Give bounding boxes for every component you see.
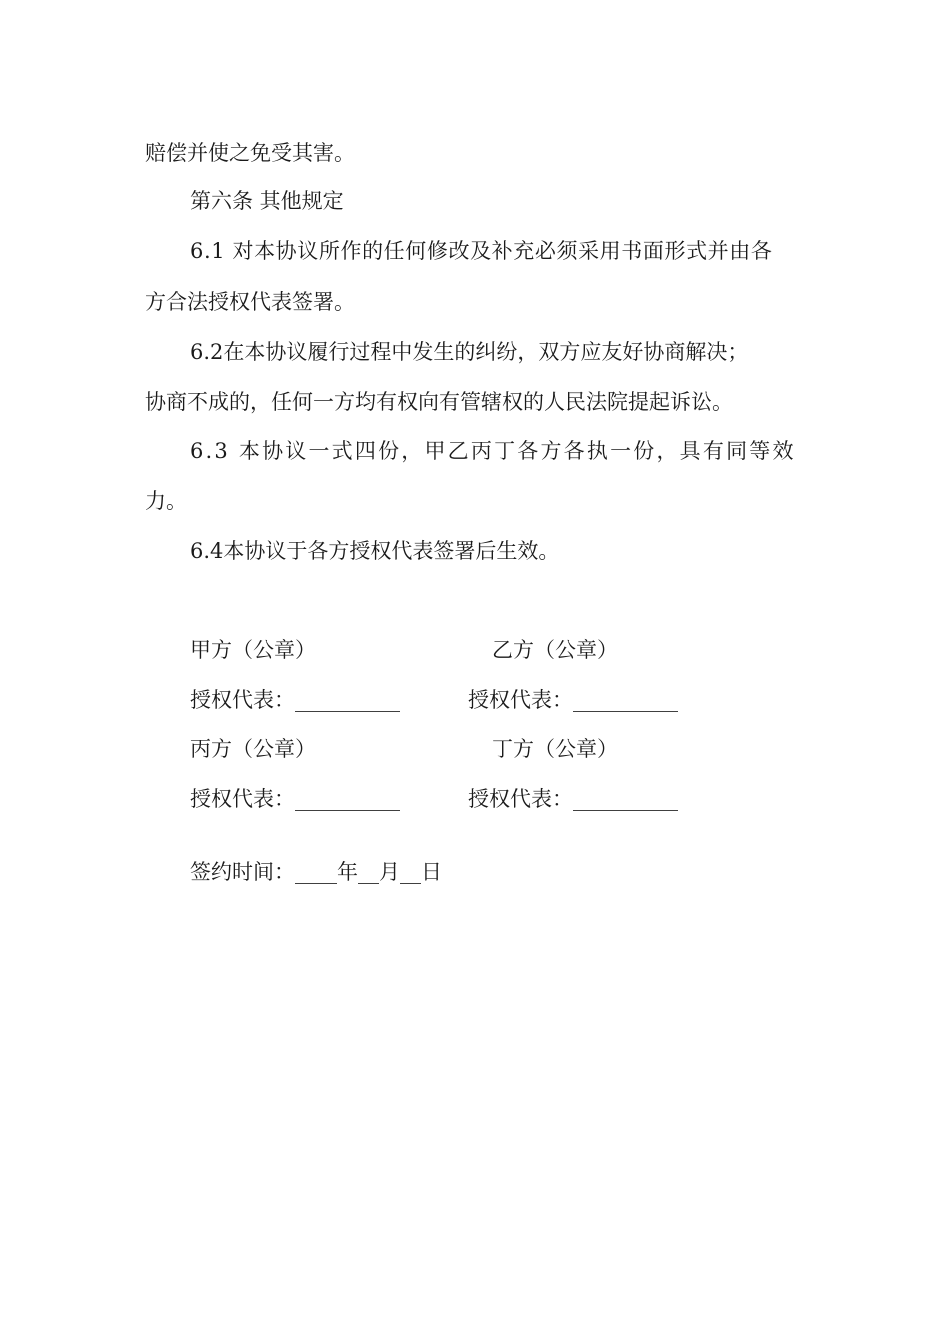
party-d-seal: 丁方（公章） <box>492 737 618 761</box>
article-heading: 第六条 其他规定 <box>190 189 344 213</box>
clause-6-1-line-2: 方合法授权代表签署。 <box>145 290 355 314</box>
party-c-representative: 授权代表：__________ <box>190 787 400 811</box>
clause-6-4: 6.4本协议于各方授权代表签署后生效。 <box>190 539 560 563</box>
clause-6-2-line-2: 协商不成的，任何一方均有权向有管辖权的人民法院提起诉讼。 <box>145 390 733 414</box>
party-b-representative: 授权代表：__________ <box>468 688 678 712</box>
party-d-representative: 授权代表：__________ <box>468 787 678 811</box>
clause-6-2-line-1: 6.2在本协议履行过程中发生的纠纷，双方应友好协商解决； <box>190 340 749 364</box>
clause-6-3-line-2: 力。 <box>145 489 187 513</box>
continuation-text: 赔偿并使之免受其害。 <box>145 141 355 165</box>
clause-6-3-line-1: 6.3 本协议一式四份，甲乙丙丁各方各执一份，具有同等效 <box>190 439 796 463</box>
party-c-seal: 丙方（公章） <box>190 737 316 761</box>
party-a-seal: 甲方（公章） <box>190 638 316 662</box>
party-b-seal: 乙方（公章） <box>492 638 618 662</box>
party-a-representative: 授权代表：__________ <box>190 688 400 712</box>
clause-6-1-line-1: 6.1 对本协议所作的任何修改及补充必须采用书面形式并由各 <box>190 239 773 263</box>
signing-date: 签约时间：____年__月__日 <box>190 860 442 884</box>
